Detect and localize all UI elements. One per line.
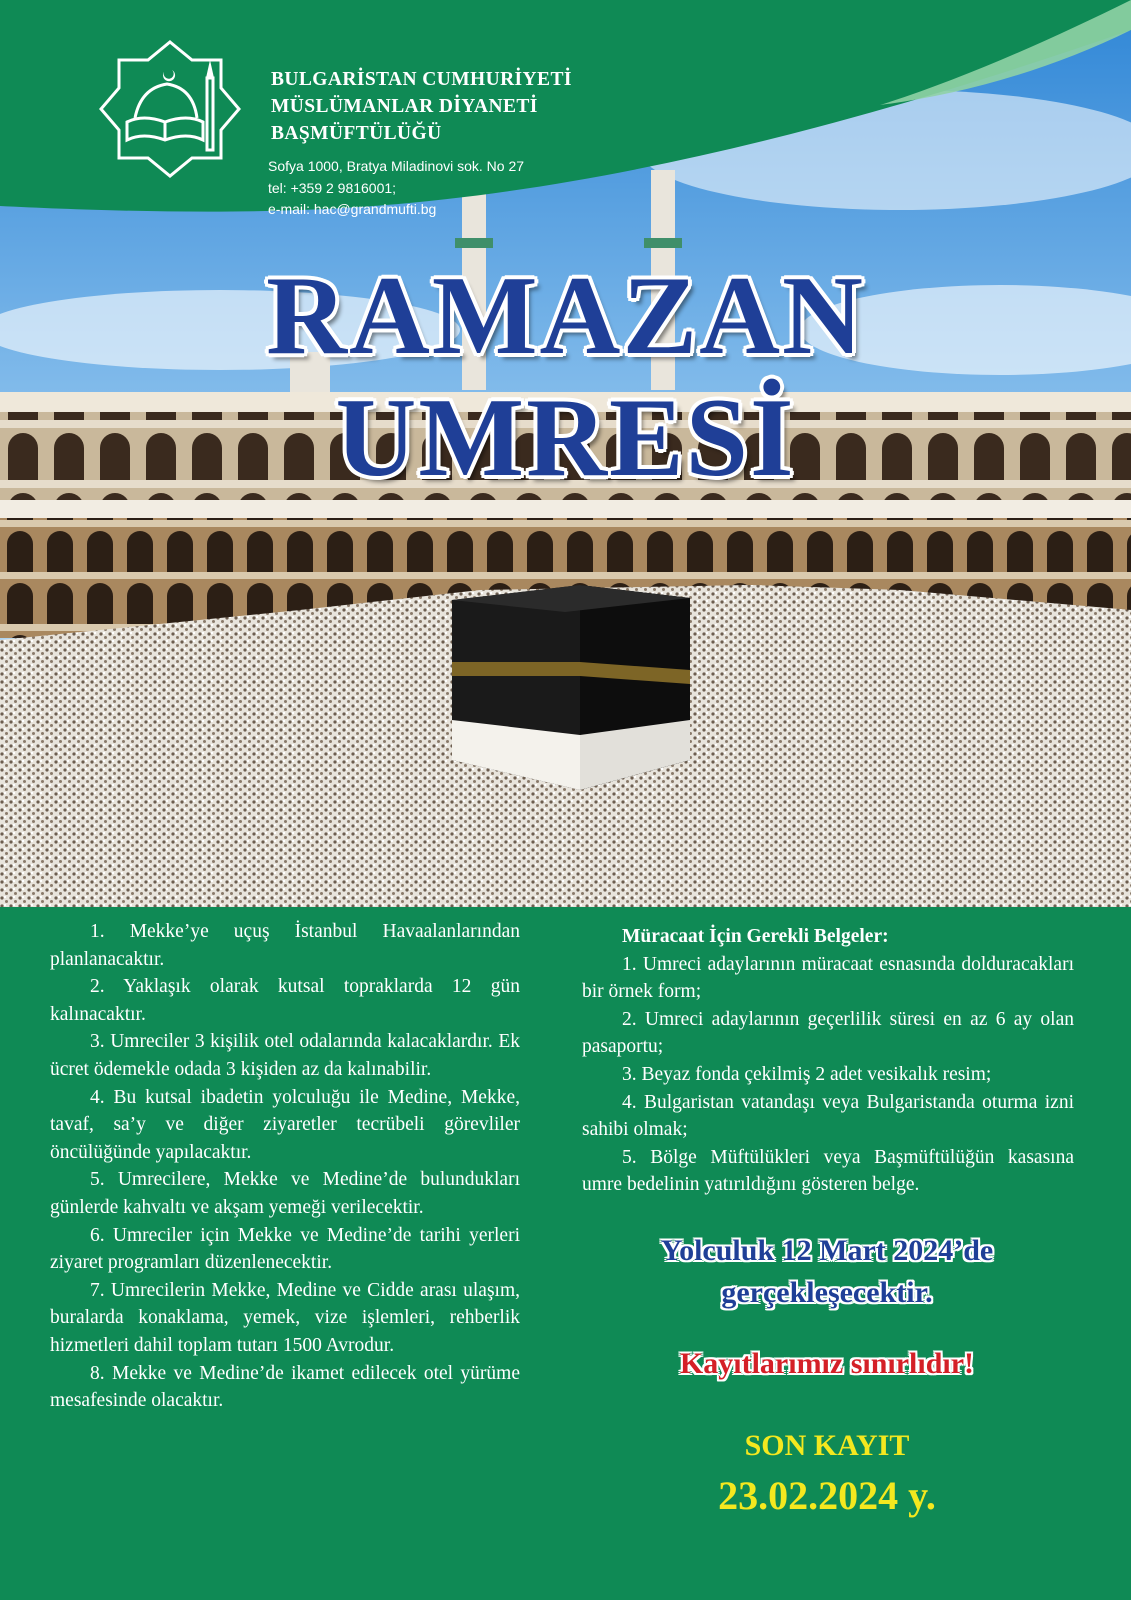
org-line-2: MÜSLÜMANLAR DİYANETİ xyxy=(271,96,538,117)
address: Sofya 1000, Bratya Miladinovi sok. No 27 xyxy=(268,158,525,174)
program-item: 5. Umrecilere, Mekke ve Medine’de bulundukları günlerde kahvaltı ve akşam yemeği verilecektir. xyxy=(50,1169,520,1218)
program-details xyxy=(50,918,520,1415)
travel-line-1: Yolculuk 12 Mart 2024’de xyxy=(660,1234,994,1267)
org-line-3: BAŞMÜFTÜLÜĞÜ xyxy=(271,123,442,144)
program-item: 2. Yaklaşık olarak kutsal topraklarda 12 gün kalınacaktır. xyxy=(50,976,520,1025)
limited-registration-notice: Kayıtlarımız sınırlıdır! xyxy=(679,1347,975,1380)
title-line-2: UMRESİ xyxy=(335,376,796,500)
deadline-date: 23.02.2024 y. xyxy=(718,1473,936,1518)
program-item: 8. Mekke ve Medine’de ikamet edilecek otel yürüme mesafesinde olacaktır. xyxy=(50,1362,520,1412)
travel-line-2: gerçekleşecektir. xyxy=(721,1276,933,1309)
program-item: 1. Mekke’ye uçuş İstanbul Havaalanlarından planlanacaktır. xyxy=(50,921,520,970)
mufti-logo xyxy=(97,38,243,180)
program-item: 4. Bu kutsal ibadetin yolculuğu ile Medine, Mekke, tavaf, sa’y ve diğer ziyaretler tecrübeli görevliler öncülüğünde yapılacaktır. xyxy=(50,1086,520,1163)
title-line-1: RAMAZAN xyxy=(266,254,865,378)
org-line-1: BULGARİSTAN CUMHURİYETİ xyxy=(271,69,572,90)
document-item: 1. Umreci adaylarının müracaat esnasında dolduracakları bir örnek form; xyxy=(582,953,1074,1003)
document-item: 3. Beyaz fonda çekilmiş 2 adet vesikalık resim; xyxy=(622,1063,992,1085)
deadline-label: SON KAYIT xyxy=(744,1429,910,1462)
required-documents xyxy=(582,923,1074,1199)
contact-info xyxy=(268,156,524,221)
program-item: 7. Umrecilerin Mekke, Medine ve Cidde arası ulaşım, buralarda konaklama, yemek, vize işlemleri, rehberlik hizmetleri dahil toplam tutarı 1500 Avrodur. xyxy=(50,1279,520,1356)
document-item: 4. Bulgaristan vatandaşı veya Bulgaristanda oturma izni sahibi olmak; xyxy=(582,1091,1074,1141)
documents-heading: Müracaat İçin Gerekli Belgeler: xyxy=(622,926,889,947)
phone: tel: +359 2 9816001; xyxy=(268,179,397,196)
travel-date-notice xyxy=(582,1230,1072,1314)
program-item: 6. Umreciler için Mekke ve Medine’de tarihi yerleri ziyaret programları düzenlenecektir. xyxy=(50,1224,520,1274)
program-item: 3. Umreciler 3 kişilik otel odalarında kalacaklardır. Ek ücret ödemekle odada 3 kişiden az da kalınabilir. xyxy=(50,1031,520,1080)
document-item: 2. Umreci adaylarının geçerlilik süresi en az 6 ay olan pasaportu; xyxy=(582,1008,1074,1058)
organization-name xyxy=(271,66,572,147)
email: e-mail: hac@grandmufti.bg xyxy=(268,201,437,217)
document-item: 5. Bölge Müftülükleri veya Başmüftülüğün kasasına umre bedelinin yatırıldığını gösteren belge. xyxy=(582,1146,1074,1196)
